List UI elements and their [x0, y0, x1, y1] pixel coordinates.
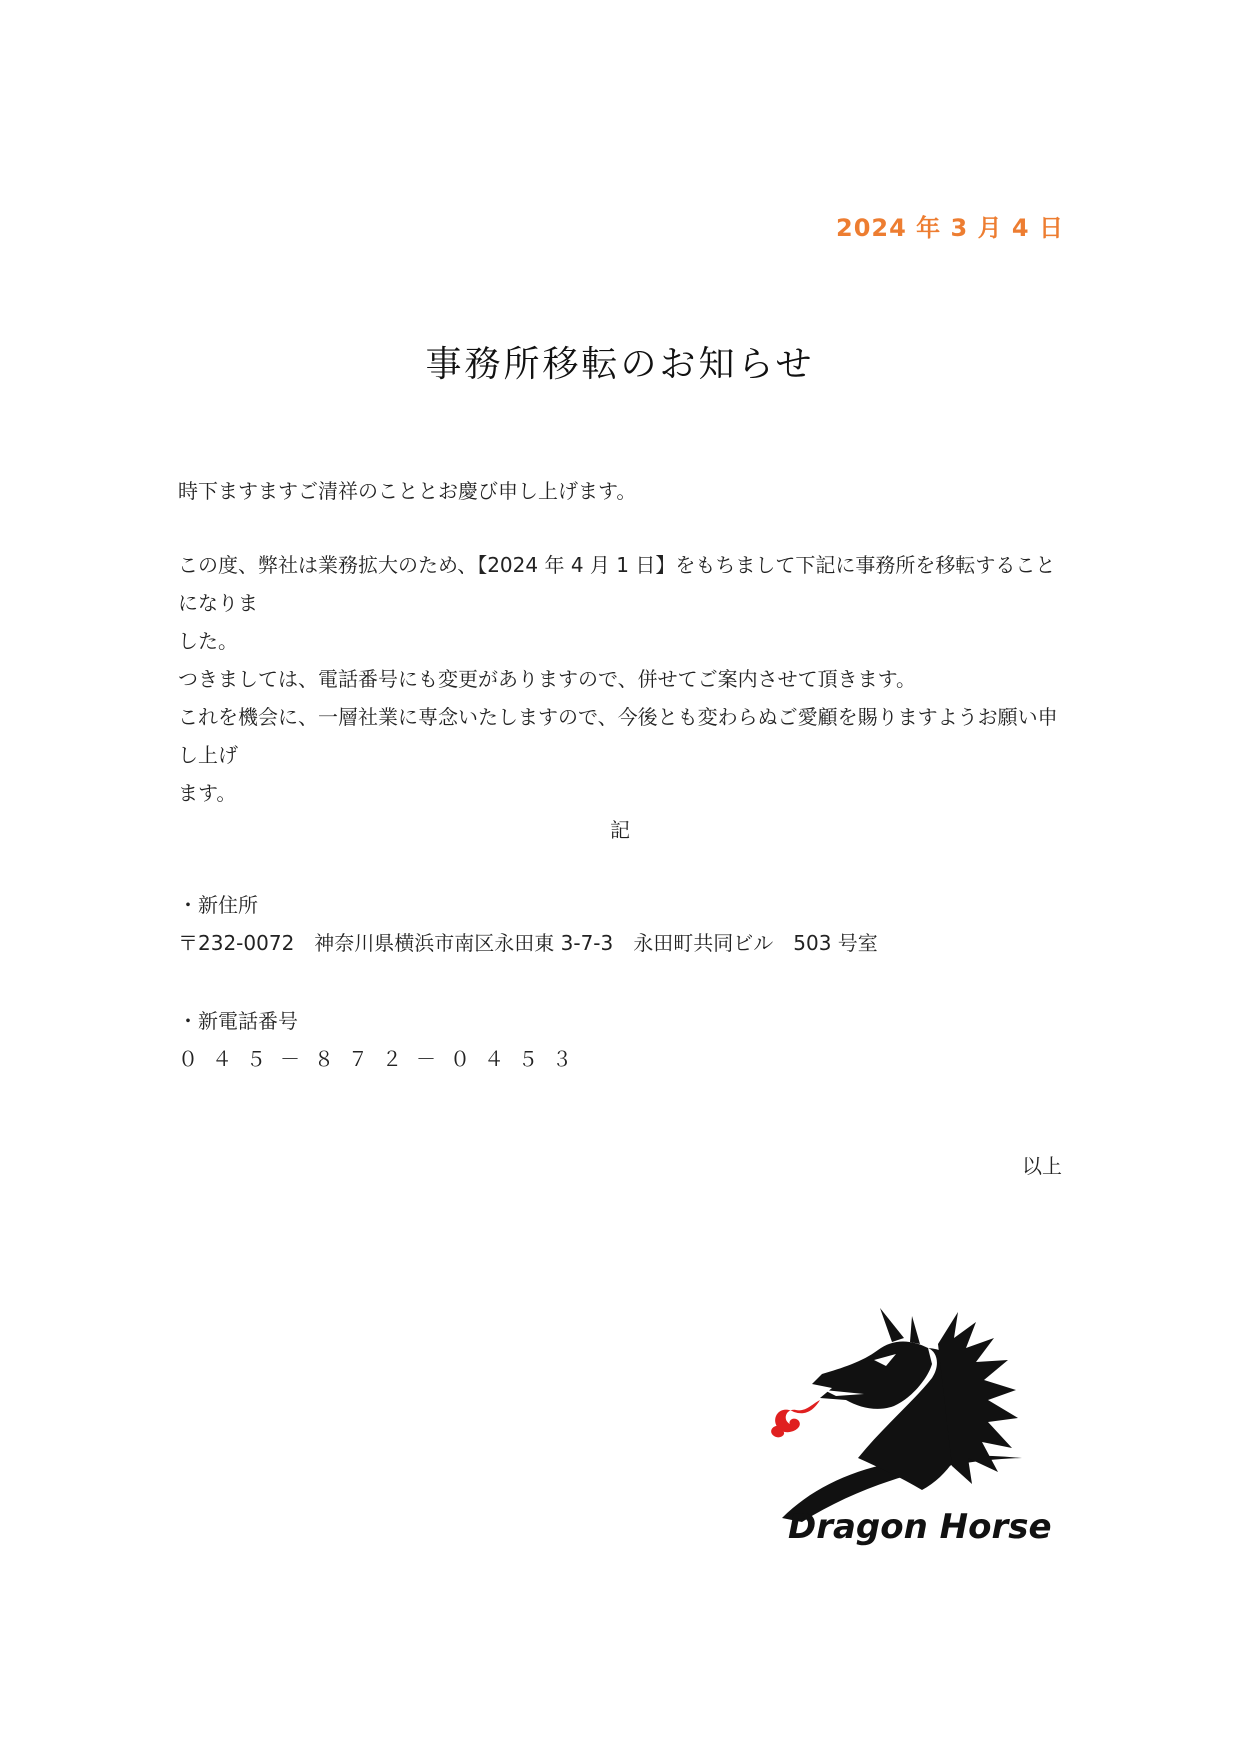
closing-line-2: ます。 — [178, 781, 237, 805]
new-address-label: ・新住所 — [178, 893, 258, 917]
greeting-paragraph — [178, 472, 1068, 510]
new-address-value: 〒232-0072 神奈川県横浜市南区永田東 3-7-3 永田町共同ビル 503 号室 — [178, 931, 878, 955]
company-logo — [762, 1308, 1052, 1548]
date: 2024 年 3 月 4 日 — [836, 214, 1064, 242]
new-phone-label: ・新電話番号 — [178, 1009, 298, 1033]
svg-text:Dragon Horse: Dragon Horse — [788, 1507, 1052, 1547]
closing-line-1: これを機会に、一層社業に専念いたしますので、今後とも変わらぬご愛顧を賜りますようお願い申し上げ — [178, 705, 1058, 767]
announcement-line-1: この度、弊社は業務拡大のため、【2024 年 4 月 1 日】をもちまして下記に事務所を移転することになりま — [178, 553, 1056, 615]
announcement-line-3: つきましては、電話番号にも変更がありますので、併せてご案内させて頂きます。 — [178, 667, 916, 691]
announcement-paragraph — [178, 546, 1068, 698]
closing-paragraph — [178, 698, 1068, 812]
new-phone-value: ０４５－８７２－０４５３ — [178, 1047, 586, 1071]
page-title: 事務所移転のお知らせ — [425, 344, 815, 385]
announcement-line-2: した。 — [178, 629, 238, 653]
ki-heading: 記 — [610, 818, 630, 842]
dragon-head-icon — [762, 1308, 1052, 1548]
ijou-closing: 以上 — [1022, 1154, 1062, 1178]
greeting-line: 時下ますますご清祥のこととお慶び申し上げます。 — [178, 479, 637, 503]
